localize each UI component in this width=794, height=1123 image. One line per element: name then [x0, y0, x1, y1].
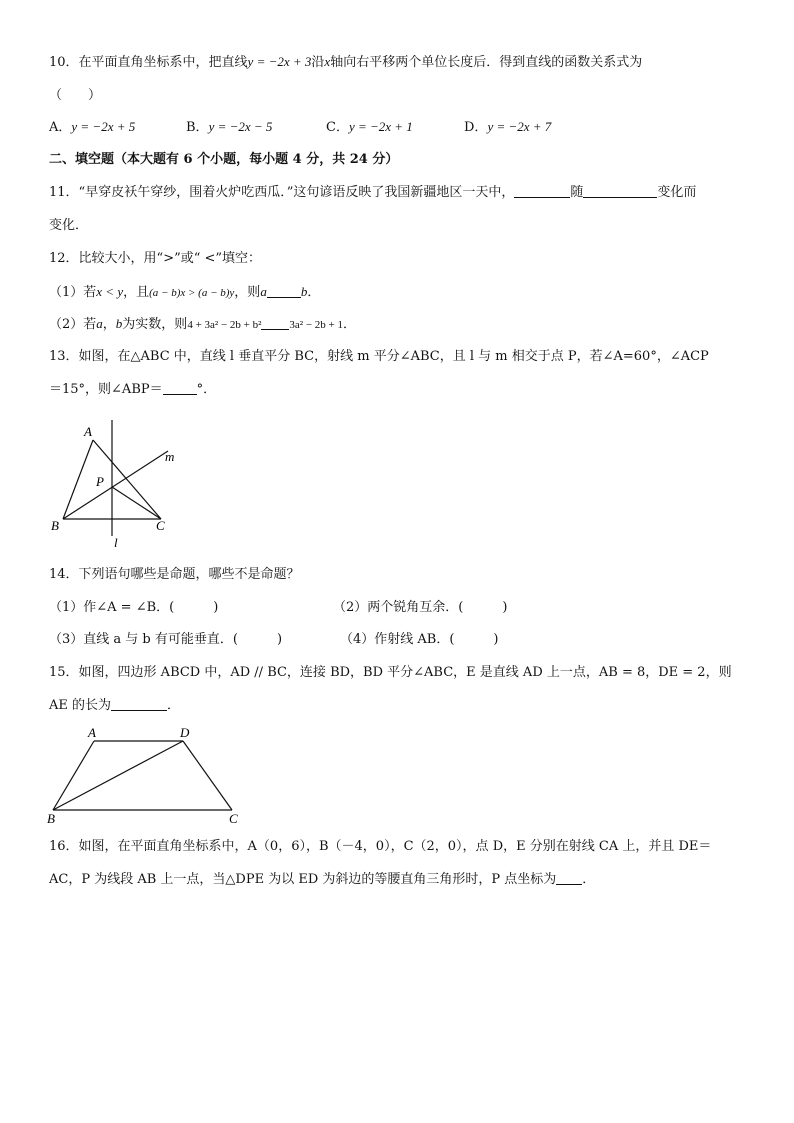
q11-blank-2 — [583, 183, 657, 198]
q10-option-c: C．y = −2x + 1 — [326, 119, 413, 135]
label-c: C — [229, 811, 238, 826]
q13-line2: ＝15°，则∠ABP＝ °． — [49, 382, 217, 397]
q14-item-3: （3）直线 a 与 b 有可能垂直．( ) — [49, 632, 283, 647]
label-b: B — [51, 518, 59, 533]
q15-line1: 15．如图，四边形 ABCD 中，AD // BC，连接 BD，BD 平分∠ABC，E 是直线 AD 上一点，AB = 8，DE = 2，则 — [49, 665, 732, 680]
q12-head: 12．比较大小，用“>”或“ <”填空： — [49, 251, 262, 266]
section-heading: 二、填空题（本大题有 6 个小题，每小题 4 分，共 24 分） — [49, 152, 399, 167]
q12-blank-2 — [261, 315, 289, 330]
q13-figure — [44, 418, 194, 553]
q14-item-4: （4）作射线 AB．( ) — [340, 632, 499, 647]
q10-option-b: B．y = −2x − 5 — [186, 119, 273, 135]
label-m: m — [165, 449, 175, 464]
label-a: A — [88, 725, 96, 740]
q11-line1: 11．“早穿皮袄午穿纱，围着火炉吃西瓜．”这句谚语反映了我国新疆地区一天中， 随 变化而 — [49, 185, 697, 200]
q16-line1: 16．如图，在平面直角坐标系中，A（0，6），B（－4，0），C（2，0），点 D，E 分别在射线 CA 上，并且 DE＝ — [49, 839, 712, 854]
segment-dc — [183, 741, 232, 810]
q10-paren: （ ） — [49, 88, 102, 103]
segment-bd — [53, 741, 183, 810]
q10-option-d: D．y = −2x + 7 — [464, 119, 552, 135]
q13-line1: 13．如图，在△ABC 中，直线 l 垂直平分 BC，射线 m 平分∠ABC，且 l 与 m 相交于点 P，若∠A=60°，∠ACP — [49, 349, 709, 364]
label-a: A — [84, 424, 92, 439]
q10-stem — [49, 52, 754, 73]
q12-part2: （2）若a，b为实数，则4 + 3a² − 2b + b² 3a² − 2b + 1． — [49, 316, 357, 332]
q11-line2: 变化． — [49, 218, 89, 233]
q16-line2: AC，P 为线段 AB 上一点，当△DPE 为以 ED 为斜边的等腰直角三角形时，P 点坐标为 ． — [49, 872, 596, 887]
q10-lead: 10．在平面直角坐标系中，把直线 — [49, 55, 248, 70]
q14-item-1: （1）作∠A = ∠B．( ) — [49, 600, 219, 615]
q14-head: 14．下列语句哪些是命题，哪些不是命题？ — [49, 567, 300, 582]
q16-blank — [556, 870, 582, 885]
q15-line2: AE 的长为 ． — [49, 698, 181, 713]
q10-expr: y = −2x + 3 — [247, 54, 312, 69]
segment-ab — [63, 440, 93, 519]
q15-figure — [42, 722, 252, 830]
label-b: B — [47, 811, 55, 826]
q10-tail: 轴向右平移两个单位长度后．得到直线的函数关系式为 — [330, 55, 643, 70]
q10-option-a: A．y = −2x + 5 — [49, 119, 136, 135]
q14-item-2: （2）两个锐角互余．( ) — [333, 600, 508, 615]
q10-mid: 沿 — [311, 55, 325, 70]
q15-blank — [111, 696, 167, 711]
label-p: P — [96, 474, 104, 489]
q11-blank-1 — [514, 183, 570, 198]
label-d: D — [180, 725, 190, 740]
q13-blank — [163, 380, 197, 395]
q10-axis: x — [324, 54, 331, 69]
q12-blank-1 — [267, 283, 301, 298]
label-l: l — [114, 535, 118, 550]
label-c: C — [156, 518, 165, 533]
segment-cp — [112, 487, 161, 519]
q12-part1: （1）若x < y，且(a − b)x > (a − b)y，则a b． — [49, 284, 321, 300]
